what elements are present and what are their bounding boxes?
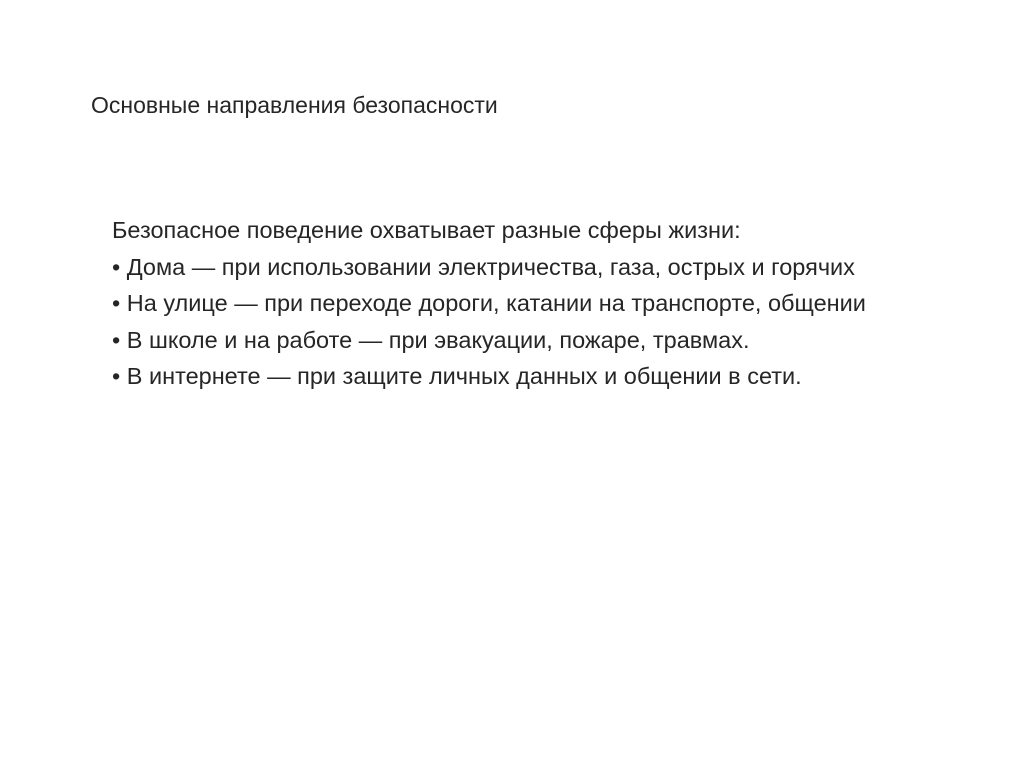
bullet-school-work: • В школе и на работе — при эвакуации, пожаре, травмах. xyxy=(112,326,750,353)
intro-text: Безопасное поведение охватывает разные сферы жизни: xyxy=(112,217,741,243)
bullet-internet: • В интернете — при защите личных данных и общении в сети. xyxy=(112,363,802,389)
slide-title: Основные направления безопасности xyxy=(91,92,498,118)
bullet-street: • На улице — при переходе дороги, катании на транспорте, общении xyxy=(112,290,866,316)
slide-body xyxy=(112,212,1024,395)
bullet-home: • Дома — при использовании электричества, газа, острых и горячих xyxy=(112,253,855,280)
